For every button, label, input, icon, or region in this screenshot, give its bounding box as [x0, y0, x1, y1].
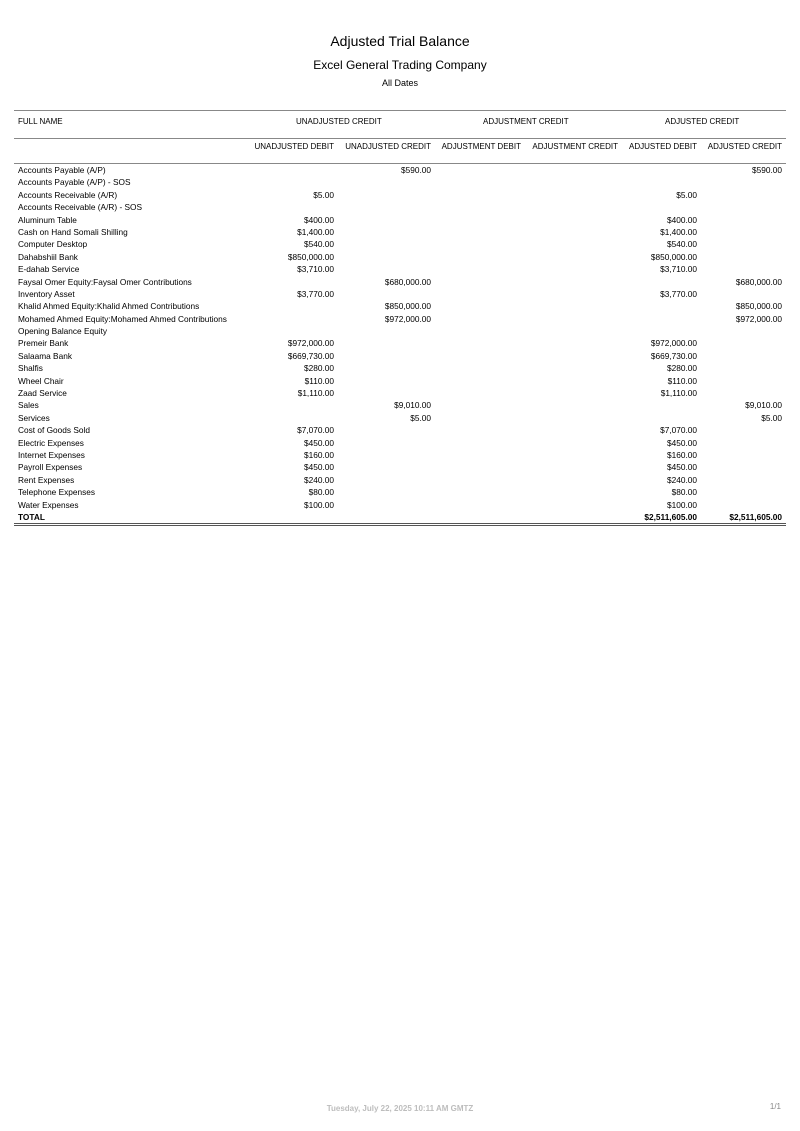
table-row — [14, 474, 786, 486]
table-row — [14, 399, 786, 411]
table-row — [14, 189, 786, 201]
table-row — [14, 164, 786, 176]
account-name: Khalid Ahmed Equity:Khalid Ahmed Contributions — [18, 301, 200, 312]
company-name: Excel General Trading Company — [313, 58, 487, 72]
amount-cell: $400.00 — [667, 214, 697, 225]
account-name: Sales — [18, 400, 39, 411]
amount-cell: $5.00 — [410, 412, 431, 423]
col-adjusted-debit: ADJUSTED DEBIT — [628, 142, 697, 151]
group-unadjusted-header: UNADJUSTED CREDIT — [296, 117, 382, 126]
table-row — [14, 499, 786, 511]
amount-cell: $1,110.00 — [297, 388, 334, 399]
table-row — [14, 276, 786, 288]
col-adjustment-credit: ADJUSTMENT CREDIT — [532, 142, 618, 151]
table-row — [14, 375, 786, 387]
account-name: Mohamed Ahmed Equity:Mohamed Ahmed Contributions — [18, 313, 227, 324]
table-row — [14, 461, 786, 473]
amount-cell: $669,730.00 — [287, 350, 334, 361]
account-name: Faysal Omer Equity:Faysal Omer Contributions — [18, 276, 192, 287]
amount-cell: $590.00 — [401, 165, 431, 175]
table-row — [14, 263, 786, 275]
account-name: E-dahab Service — [18, 264, 80, 275]
account-name: Rent Expenses — [18, 474, 75, 485]
table-row — [14, 238, 786, 250]
account-name: Internet Expenses — [18, 449, 85, 460]
amount-cell: $540.00 — [667, 239, 697, 250]
account-name: Services — [18, 412, 50, 423]
amount-cell: $5.00 — [761, 412, 782, 423]
amount-cell: $160.00 — [304, 449, 334, 460]
total-adjusted-credit: $2,511,605.00 — [729, 511, 782, 522]
table-row — [14, 412, 786, 424]
account-name: Telephone Expenses — [18, 487, 96, 498]
amount-cell: $850,000.00 — [384, 301, 431, 312]
account-name: Cash on Hand Somali Shilling — [18, 226, 128, 237]
total-adjusted-debit: $2,511,605.00 — [644, 511, 697, 522]
table-row — [14, 362, 786, 374]
amount-cell: $160.00 — [667, 449, 697, 460]
amount-cell: $7,070.00 — [660, 425, 697, 436]
table-row — [14, 300, 786, 312]
amount-cell: $972,000.00 — [384, 313, 431, 324]
col-unadjusted-debit: UNADJUSTED DEBIT — [254, 142, 334, 151]
amount-cell: $972,000.00 — [287, 338, 334, 349]
account-name: Dahabshiil Bank — [18, 251, 78, 262]
amount-cell: $680,000.00 — [384, 276, 431, 287]
total-row — [14, 511, 786, 526]
amount-cell: $240.00 — [667, 474, 697, 485]
table-row — [14, 214, 786, 226]
amount-cell: $80.00 — [671, 487, 697, 498]
amount-cell: $680,000.00 — [735, 276, 782, 287]
amount-cell: $240.00 — [304, 474, 334, 485]
table-row — [14, 288, 786, 300]
account-name: Accounts Receivable (A/R) — [18, 189, 118, 200]
amount-cell: $450.00 — [304, 462, 334, 473]
group-adjustment-header: ADJUSTMENT CREDIT — [483, 117, 569, 126]
report-dates: All Dates — [381, 78, 418, 88]
account-name: Payroll Expenses — [18, 462, 83, 473]
total-label: TOTAL — [18, 511, 45, 522]
amount-cell: $280.00 — [304, 363, 334, 374]
amount-cell: $3,710.00 — [660, 264, 697, 275]
amount-cell: $5.00 — [313, 189, 334, 200]
account-name: Salaama Bank — [18, 350, 72, 361]
amount-cell: $3,770.00 — [297, 288, 334, 299]
amount-cell: $450.00 — [304, 437, 334, 448]
account-name: Computer Desktop — [18, 239, 88, 250]
amount-cell: $972,000.00 — [650, 338, 697, 349]
amount-cell: $100.00 — [304, 499, 334, 510]
amount-cell: $1,110.00 — [660, 388, 697, 399]
account-name: Electric Expenses — [18, 437, 84, 448]
account-rows — [14, 164, 786, 526]
amount-cell: $850,000.00 — [735, 301, 782, 312]
amount-cell: $80.00 — [308, 487, 334, 498]
table-row — [14, 337, 786, 349]
account-name: Accounts Payable (A/P) - SOS — [18, 177, 131, 188]
footer-timestamp: Tuesday, July 22, 2025 10:11 AM GMTZ — [326, 1104, 474, 1113]
table-row — [14, 449, 786, 461]
table-row — [14, 201, 786, 213]
group-adjusted-header: ADJUSTED CREDIT — [665, 117, 740, 126]
amount-cell: $7,070.00 — [297, 425, 334, 436]
amount-cell: $540.00 — [304, 239, 334, 250]
table-row — [14, 437, 786, 449]
col-adjustment-debit: ADJUSTMENT DEBIT — [441, 142, 521, 151]
amount-cell: $450.00 — [667, 462, 697, 473]
full-name-header: FULL NAME — [18, 117, 63, 126]
amount-cell: $110.00 — [304, 375, 334, 386]
amount-cell: $100.00 — [667, 499, 697, 510]
table-row — [14, 350, 786, 362]
table-row — [14, 486, 786, 498]
footer-page-number: 1/1 — [769, 1102, 781, 1111]
amount-cell: $590.00 — [752, 165, 782, 175]
column-header — [14, 140, 786, 164]
account-name: Opening Balance Equity — [18, 326, 108, 337]
amount-cell: $850,000.00 — [650, 251, 697, 262]
account-name: Cost of Goods Sold — [18, 425, 90, 436]
report-title: Adjusted Trial Balance — [330, 33, 470, 49]
amount-cell: $1,400.00 — [297, 226, 334, 237]
col-adjusted-credit: ADJUSTED CREDIT — [707, 142, 782, 151]
table-row — [14, 387, 786, 399]
account-name: Inventory Asset — [18, 288, 75, 299]
table-row — [14, 251, 786, 263]
amount-cell: $3,710.00 — [297, 264, 334, 275]
table-row — [14, 325, 786, 337]
amount-cell: $972,000.00 — [735, 313, 782, 324]
amount-cell: $450.00 — [667, 437, 697, 448]
table-row — [14, 424, 786, 436]
amount-cell: $1,400.00 — [660, 226, 697, 237]
account-name: Premeir Bank — [18, 338, 69, 349]
amount-cell: $280.00 — [667, 363, 697, 374]
amount-cell: $9,010.00 — [394, 400, 431, 411]
amount-cell: $5.00 — [676, 189, 697, 200]
amount-cell: $669,730.00 — [650, 350, 697, 361]
account-name: Wheel Chair — [18, 375, 64, 386]
amount-cell: $110.00 — [667, 375, 697, 386]
account-name: Accounts Payable (A/P) — [18, 165, 106, 175]
account-name: Aluminum Table — [18, 214, 77, 225]
account-name: Water Expenses — [18, 499, 79, 510]
table-row — [14, 176, 786, 188]
amount-cell: $9,010.00 — [745, 400, 782, 411]
account-name: Zaad Service — [18, 388, 67, 399]
amount-cell: $850,000.00 — [287, 251, 334, 262]
account-name: Accounts Receivable (A/R) - SOS — [18, 202, 143, 213]
col-unadjusted-credit: UNADJUSTED CREDIT — [345, 142, 431, 151]
table-row — [14, 313, 786, 325]
amount-cell: $400.00 — [304, 214, 334, 225]
table-row — [14, 226, 786, 238]
account-name: Shalfis — [18, 363, 43, 374]
column-group-header — [14, 110, 786, 139]
amount-cell: $3,770.00 — [660, 288, 697, 299]
